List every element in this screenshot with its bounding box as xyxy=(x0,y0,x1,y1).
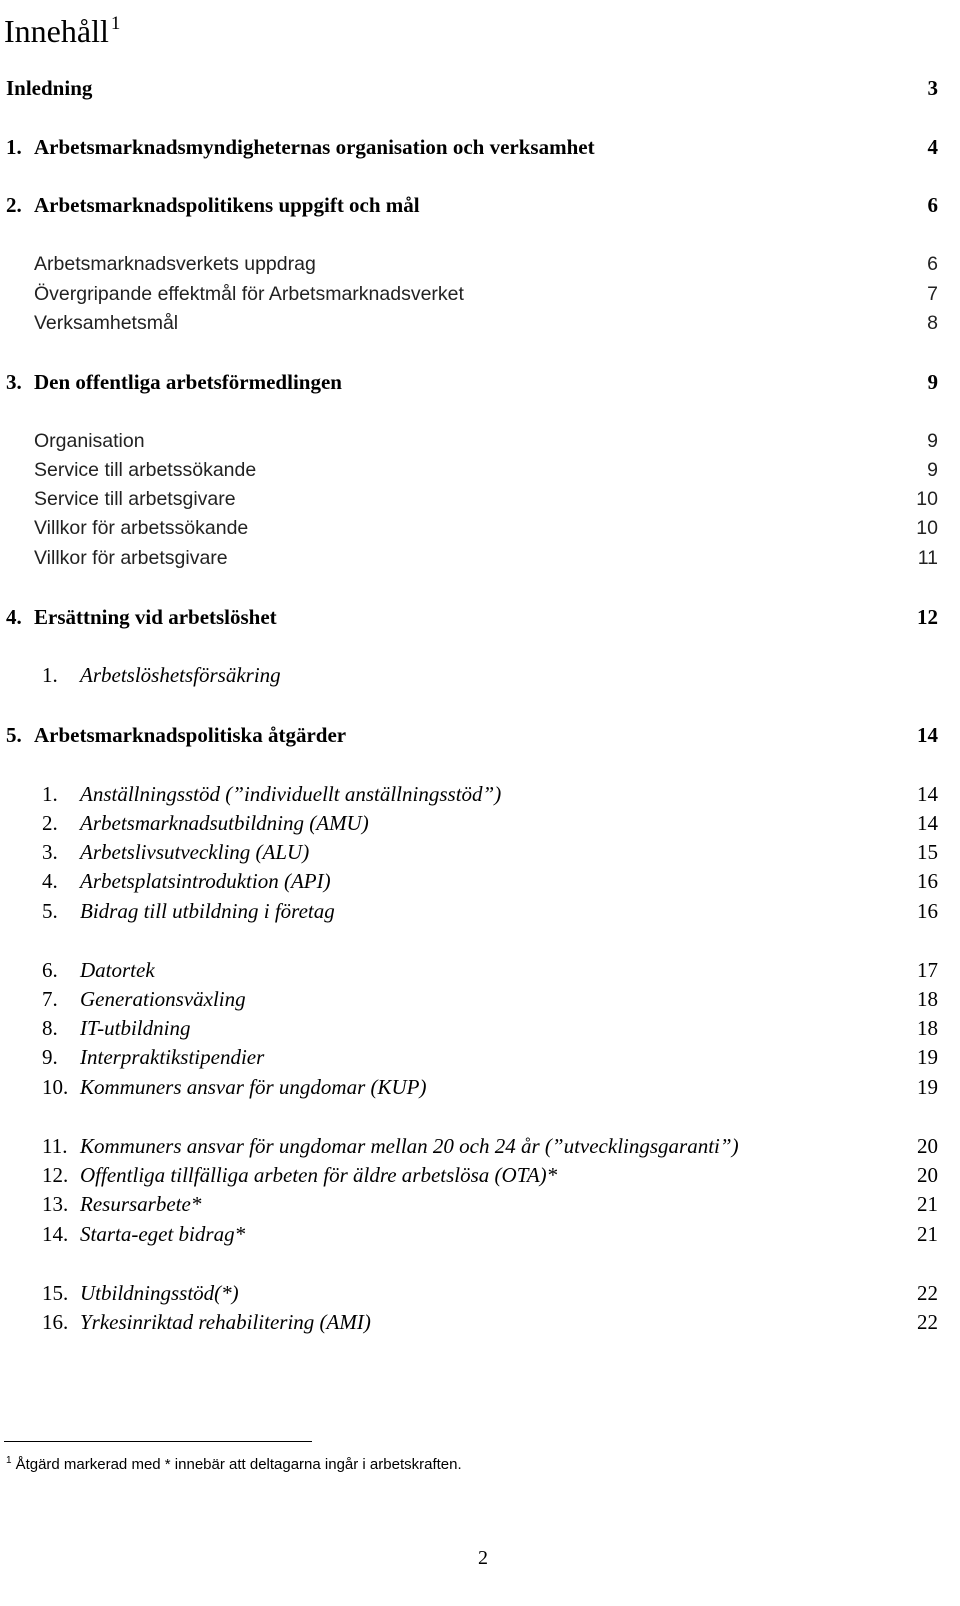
toc-entry-number: 4. xyxy=(42,869,58,893)
toc-entry-title: Övergripande effektmål för Arbetsmarknadsverket xyxy=(34,283,464,305)
footnote-divider xyxy=(4,1441,312,1442)
toc-entry-label xyxy=(42,866,331,896)
toc-entry xyxy=(0,367,960,397)
toc-entry xyxy=(0,1160,960,1190)
toc-entry-title: Offentliga tillfälliga arbeten för äldre arbetslösa (OTA)* xyxy=(80,1163,558,1187)
toc-entry-label xyxy=(42,837,309,867)
toc-entry-title: Resursarbete* xyxy=(80,1192,202,1216)
toc-entry-title: Generationsväxling xyxy=(80,987,246,1011)
toc-entry-page: 16 xyxy=(917,869,938,893)
toc-entry-page: 16 xyxy=(917,899,938,923)
toc-entry-label xyxy=(42,955,155,985)
toc-entry-title: Arbetsplatsintroduktion (API) xyxy=(80,869,331,893)
toc-entry-page: 18 xyxy=(917,987,938,1011)
page-number: 2 xyxy=(478,1547,488,1569)
toc-entry xyxy=(0,1278,960,1308)
toc-entry-title: Inledning xyxy=(6,76,93,100)
toc-entry-number: 1. xyxy=(42,663,58,687)
toc-entry xyxy=(0,279,960,309)
toc-entry-page: 6 xyxy=(927,253,938,275)
toc-entry-label xyxy=(34,543,228,573)
toc-entry-label xyxy=(42,1219,245,1249)
toc-entry-label xyxy=(42,1042,264,1072)
toc-entry xyxy=(0,955,960,985)
toc-entry-label xyxy=(42,660,281,690)
footnote xyxy=(6,1451,462,1475)
toc-entry-title: Service till arbetsgivare xyxy=(34,488,236,510)
toc-entry xyxy=(0,426,960,456)
toc-entry-title: Kommuners ansvar för ungdomar (KUP) xyxy=(80,1075,427,1099)
toc-entry-page: 22 xyxy=(917,1310,938,1334)
toc-entry-label xyxy=(42,779,501,809)
toc-entry-number: 11. xyxy=(42,1134,68,1158)
toc-entry-number: 1. xyxy=(42,782,58,806)
toc-entry-page: 15 xyxy=(917,840,938,864)
toc-entry-page: 22 xyxy=(917,1281,938,1305)
toc-entry-title: Kommuners ansvar för ungdomar mellan 20 och 24 år (”utvecklingsgaranti”) xyxy=(80,1134,739,1158)
toc-entry-page: 21 xyxy=(917,1192,938,1216)
toc-entry-page: 10 xyxy=(916,517,938,539)
toc-entry xyxy=(0,73,960,103)
toc-entry-page: 9 xyxy=(927,430,938,452)
toc-entry xyxy=(0,308,960,338)
toc-entry-title: Anställningsstöd (”individuellt anställningsstöd”) xyxy=(80,782,502,806)
toc-entry-page: 11 xyxy=(917,547,938,569)
toc-entry-title: Villkor för arbetssökande xyxy=(34,517,249,539)
toc-entry xyxy=(0,484,960,514)
toc-entry-number: 6. xyxy=(42,958,58,982)
toc-entry-page: 18 xyxy=(917,1016,938,1040)
toc-entry-label xyxy=(42,808,369,838)
toc-entry-page: 6 xyxy=(927,193,938,217)
toc-entry xyxy=(0,837,960,867)
toc-entry-title: Organisation xyxy=(34,430,145,452)
toc-entry-number: 9. xyxy=(42,1045,58,1069)
toc-entry-number: 1. xyxy=(6,135,22,159)
toc-entry-number: 3. xyxy=(6,370,22,394)
toc-entry-title: Datortek xyxy=(80,958,155,982)
page-title xyxy=(4,4,120,51)
toc-entry-title: Den offentliga arbetsförmedlingen xyxy=(34,370,342,394)
toc-entry-title: Arbetsmarknadsmyndigheternas organisation och verksamhet xyxy=(34,135,595,159)
toc-entry-label xyxy=(6,73,92,103)
toc-entry-label xyxy=(34,484,236,514)
toc-entry-page: 8 xyxy=(927,312,938,334)
toc-entry xyxy=(0,513,960,543)
toc-entry xyxy=(0,896,960,926)
toc-entry xyxy=(0,1072,960,1102)
toc-entry-page: 9 xyxy=(927,459,938,481)
toc-entry xyxy=(0,779,960,809)
toc-entry-page: 14 xyxy=(917,811,938,835)
toc-entry-label xyxy=(34,455,256,485)
toc-entry-title: Arbetsmarknadspolitiska åtgärder xyxy=(34,723,347,747)
toc-entry xyxy=(0,1307,960,1337)
toc-entry-label xyxy=(42,1278,239,1308)
toc-entry-title: IT-utbildning xyxy=(80,1016,191,1040)
toc-entry-page: 14 xyxy=(917,723,938,747)
toc-entry-label xyxy=(42,1307,371,1337)
toc-entry-number: 7. xyxy=(42,987,58,1011)
toc-entry-title: Verksamhetsmål xyxy=(34,312,179,334)
toc-entry-number: 5. xyxy=(6,723,22,747)
toc-entry-page: 19 xyxy=(917,1075,938,1099)
toc-entry-label xyxy=(42,1160,557,1190)
toc-entry-title: Arbetslöshetsförsäkring xyxy=(80,663,281,687)
toc-entry xyxy=(0,1131,960,1161)
toc-entry xyxy=(0,866,960,896)
toc-entry-number: 4. xyxy=(6,605,22,629)
toc-entry-number: 13. xyxy=(42,1192,69,1216)
toc-entry-page: 7 xyxy=(927,283,938,305)
toc-entry-number: 10. xyxy=(42,1075,69,1099)
toc-entry-page: 9 xyxy=(927,370,938,394)
toc-entry xyxy=(0,720,960,750)
toc-entry-number: 2. xyxy=(6,193,22,217)
toc-entry xyxy=(0,602,960,632)
toc-entry-label xyxy=(6,132,595,162)
toc-entry-number: 5. xyxy=(42,899,58,923)
toc-entry-title: Arbetsmarknadspolitikens uppgift och mål xyxy=(34,193,420,217)
footnote-mark: 1 xyxy=(6,1455,12,1466)
toc-entry-title: Interpraktikstipendier xyxy=(80,1045,265,1069)
toc-entry-label xyxy=(34,308,178,338)
toc-entry-title: Starta-eget bidrag* xyxy=(80,1222,246,1246)
toc-entry-page: 14 xyxy=(917,782,938,806)
toc-entry-title: Yrkesinriktad rehabilitering (AMI) xyxy=(80,1310,371,1334)
toc-entry-number: 14. xyxy=(42,1222,69,1246)
toc-entry xyxy=(0,1042,960,1072)
toc-entry xyxy=(0,132,960,162)
toc-entry xyxy=(0,543,960,573)
toc-entry xyxy=(0,984,960,1014)
toc-entry-number: 3. xyxy=(42,840,58,864)
toc-entry xyxy=(0,1219,960,1249)
toc-entry-number: 2. xyxy=(42,811,58,835)
toc-entry xyxy=(0,190,960,220)
toc-entry xyxy=(0,660,960,690)
toc-entry-label xyxy=(42,896,335,926)
toc-entry-page: 12 xyxy=(917,605,938,629)
toc-entry xyxy=(0,1013,960,1043)
toc-entry xyxy=(0,249,960,279)
toc-entry xyxy=(0,455,960,485)
toc-entry-label xyxy=(42,1131,739,1161)
title-footnote-mark: 1 xyxy=(110,13,121,34)
toc-entry-page: 21 xyxy=(917,1222,938,1246)
toc-entry-title: Villkor för arbetsgivare xyxy=(34,547,228,569)
toc-entry-label xyxy=(6,602,277,632)
toc-entry-page: 4 xyxy=(927,135,938,159)
toc-entry-page: 20 xyxy=(917,1134,938,1158)
toc-entry-label xyxy=(6,367,342,397)
toc-entry xyxy=(0,1189,960,1219)
toc-entry-label xyxy=(6,190,420,220)
toc-entry-label xyxy=(34,249,316,279)
page-title-text: Innehåll xyxy=(4,13,109,49)
toc-entry-page: 20 xyxy=(917,1163,938,1187)
toc-entry-number: 8. xyxy=(42,1016,58,1040)
toc-entry-label xyxy=(34,426,145,456)
toc-entry-label xyxy=(6,720,346,750)
toc-entry-label xyxy=(34,513,248,543)
toc-entry-title: Arbetsmarknadsverkets uppdrag xyxy=(34,253,316,275)
toc-entry-title: Ersättning vid arbetslöshet xyxy=(34,605,277,629)
toc-entry-page: 3 xyxy=(927,76,938,100)
toc-entry-label xyxy=(42,1013,190,1043)
toc-entry-label xyxy=(42,984,246,1014)
toc-entry-page: 17 xyxy=(917,958,938,982)
toc-entry-label xyxy=(42,1072,427,1102)
toc-entry-label xyxy=(34,279,464,309)
toc-entry-title: Utbildningsstöd(*) xyxy=(80,1281,239,1305)
toc-entry-title: Arbetslivsutveckling (ALU) xyxy=(80,840,310,864)
toc-entry-title: Service till arbetssökande xyxy=(34,459,257,481)
footnote-text: Åtgärd markerad med * innebär att deltagarna ingår i arbetskraften. xyxy=(15,1456,462,1473)
toc-entry-number: 15. xyxy=(42,1281,69,1305)
toc-entry-page: 10 xyxy=(916,488,938,510)
toc-entry xyxy=(0,808,960,838)
toc-entry-page: 19 xyxy=(917,1045,938,1069)
toc-entry-label xyxy=(42,1189,201,1219)
toc-entry-title: Arbetsmarknadsutbildning (AMU) xyxy=(80,811,369,835)
toc-entry-title: Bidrag till utbildning i företag xyxy=(80,899,335,923)
toc-entry-number: 12. xyxy=(42,1163,69,1187)
toc-entry-number: 16. xyxy=(42,1310,69,1334)
